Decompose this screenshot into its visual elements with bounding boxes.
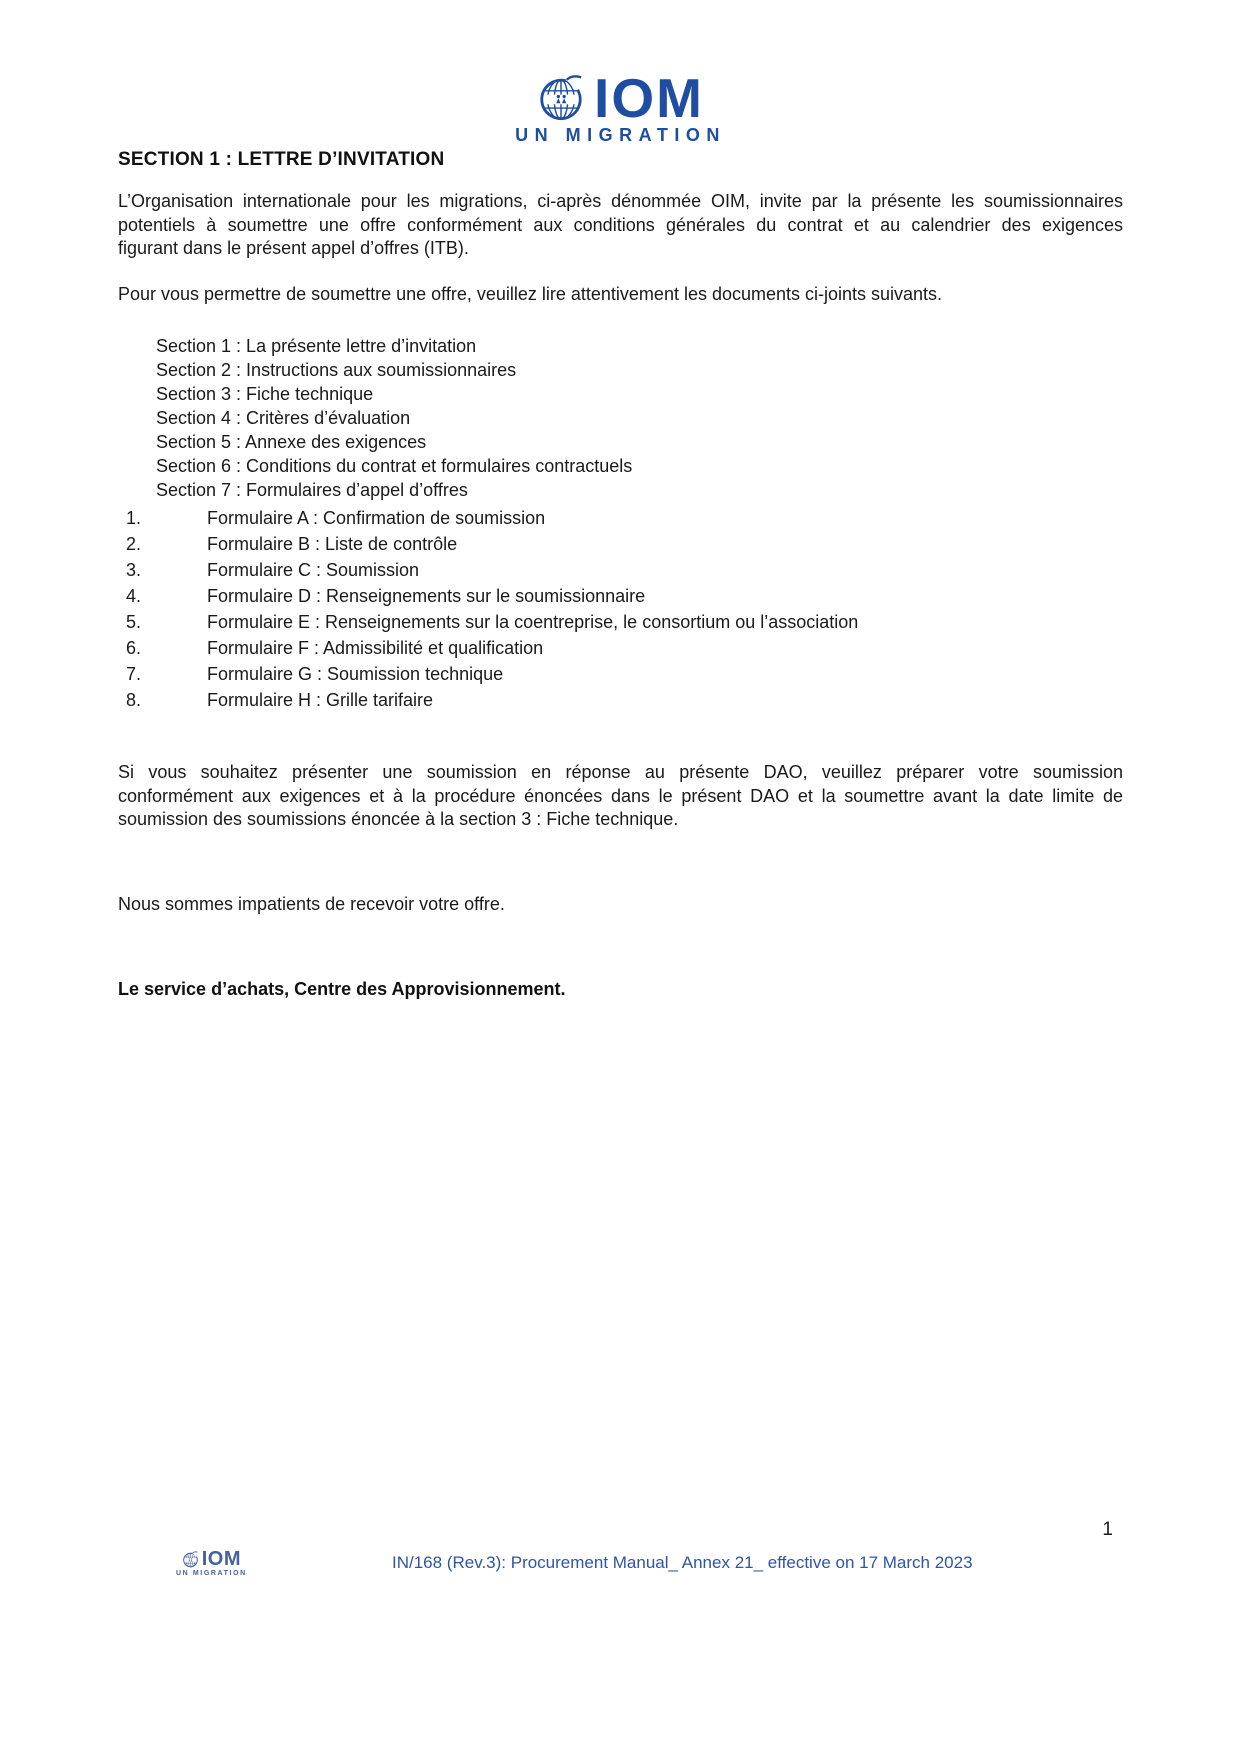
form-list-item <box>126 557 858 583</box>
intro-paragraph <box>118 190 1123 261</box>
section-list-item: Section 2 : Instructions aux soumissionnaires <box>156 360 517 380</box>
forms-list <box>126 505 858 713</box>
footer-logo-tagline: UN MIGRATION <box>176 1570 247 1577</box>
iom-globe-migrants-icon <box>182 1551 199 1568</box>
section-list-item: Section 6 : Conditions du contrat et formulaires contractuels <box>156 456 633 476</box>
form-list-item <box>126 583 858 609</box>
form-item-label: Formulaire E : Renseignements sur la coentreprise, le consortium ou l’association <box>207 612 859 632</box>
form-item-label: Formulaire F : Admissibilité et qualification <box>207 638 544 658</box>
logo-wordmark: IOM <box>594 67 704 129</box>
form-list-item <box>126 531 858 557</box>
form-list-item <box>126 609 858 635</box>
section-list-item: Section 5 : Annexe des exigences <box>156 432 427 452</box>
form-item-number: 8. <box>126 690 142 710</box>
instruction-paragraph: Pour vous permettre de soumettre une offre, veuillez lire attentivement les documents ci-joints suivants. <box>118 284 943 304</box>
form-list-item <box>126 687 858 713</box>
footer-note: IN/168 (Rev.3): Procurement Manual_ Annex 21_ effective on 17 March 2023 <box>392 1553 973 1572</box>
form-item-number: 7. <box>126 664 142 684</box>
form-item-label: Formulaire C : Soumission <box>207 560 420 580</box>
paragraph-line: figurant dans le présent appel d’offres (ITB). <box>118 238 469 258</box>
closing-paragraph: Nous sommes impatients de recevoir votre offre. <box>118 894 505 914</box>
page-number: 1 <box>1102 1519 1113 1540</box>
form-item-number: 6. <box>126 638 142 658</box>
paragraph-line: soumission des soumissions énoncée à la section 3 : Fiche technique. <box>118 809 679 829</box>
section-list-item: Section 4 : Critères d’évaluation <box>156 408 411 428</box>
submission-paragraph <box>118 761 1123 832</box>
form-item-label: Formulaire A : Confirmation de soumission <box>207 508 546 528</box>
section-list-item: Section 1 : La présente lettre d’invitation <box>156 336 477 356</box>
footer-logo <box>176 1548 247 1577</box>
paragraph-line: conformément aux exigences et à la procédure énoncées dans le présent DAO et la soumettre avant la date limite de <box>118 785 1123 806</box>
footer-logo-wordmark: IOM <box>201 1548 242 1570</box>
form-list-item <box>126 635 858 661</box>
signoff-paragraph: Le service d’achats, Centre des Approvisionnement. <box>118 979 566 999</box>
header-logo <box>0 67 1241 146</box>
form-item-label: Formulaire G : Soumission technique <box>207 664 504 684</box>
logo-tagline: UN MIGRATION <box>515 125 726 145</box>
section-list-item: Section 7 : Formulaires d’appel d’offres <box>156 480 468 500</box>
form-item-label: Formulaire H : Grille tarifaire <box>207 690 434 710</box>
paragraph-line: Si vous souhaitez présenter une soumission en réponse au présente DAO, veuillez préparer votre soumission <box>118 762 1123 782</box>
form-item-number: 1. <box>126 508 142 528</box>
paragraph-line: potentiels à soumettre une offre conformément aux conditions générales du contrat et au calendrier des exigences <box>118 214 1123 235</box>
sections-list <box>156 334 632 502</box>
paragraph-line: L’Organisation internationale pour les migrations, ci-après dénommée OIM, invite par la présente les soumissionnaires <box>118 191 1123 211</box>
section-list-item: Section 3 : Fiche technique <box>156 384 374 404</box>
form-list-item <box>126 505 858 531</box>
iom-globe-migrants-icon <box>537 74 585 122</box>
form-item-number: 5. <box>126 612 142 632</box>
form-item-label: Formulaire D : Renseignements sur le soumissionnaire <box>207 586 646 606</box>
form-item-label: Formulaire B : Liste de contrôle <box>207 534 458 554</box>
form-list-item <box>126 661 858 687</box>
section-title: SECTION 1 : LETTRE D’INVITATION <box>118 149 445 170</box>
form-item-number: 2. <box>126 534 142 554</box>
form-item-number: 4. <box>126 586 142 606</box>
form-item-number: 3. <box>126 560 142 580</box>
